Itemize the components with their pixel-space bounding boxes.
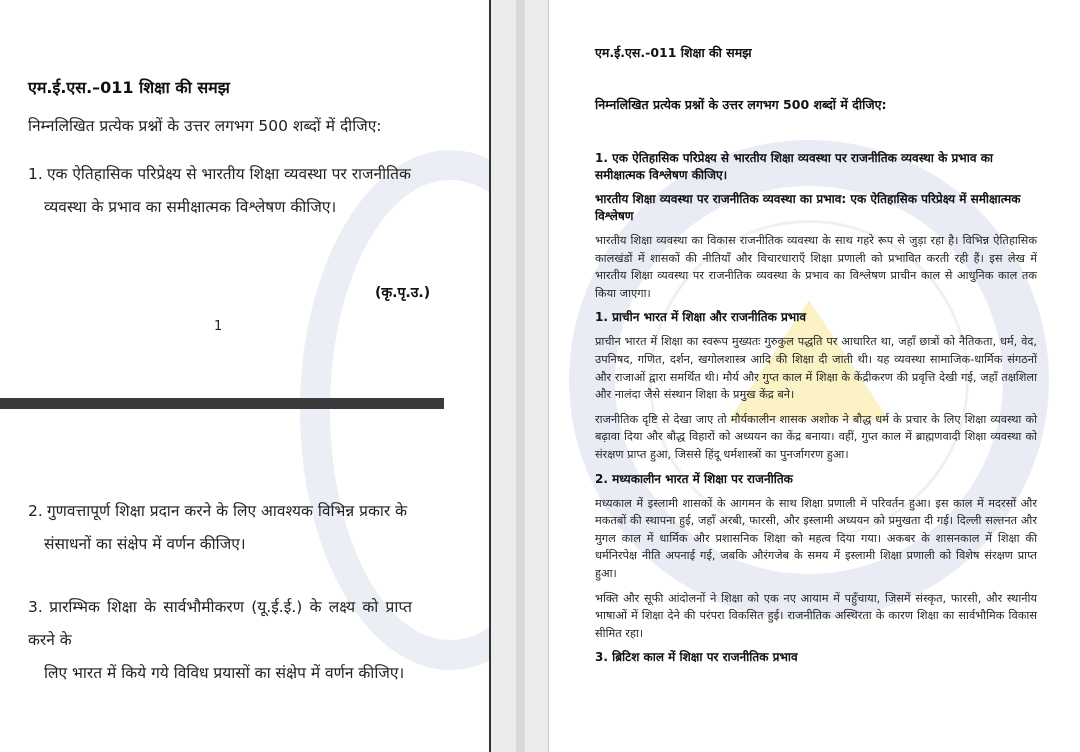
answer-body xyxy=(595,150,1037,673)
left-page-2 xyxy=(0,408,444,752)
right-document-pane xyxy=(548,0,1080,752)
question-2 xyxy=(28,495,412,561)
question-text-line1: एक ऐतिहासिक परिप्रेक्ष्य से भारतीय शिक्षा व्यवस्था पर राजनीतिक xyxy=(46,165,411,183)
question-text-line2: लिए भारत में किये गये विविध प्रयासों का संक्षेप में वर्णन कीजिए। xyxy=(44,664,405,682)
question-text-line2: व्यवस्था के प्रभाव का समीक्षात्मक विश्लेषण कीजिए। xyxy=(44,198,337,216)
question-3 xyxy=(28,591,412,690)
instruction-text: निम्नलिखित प्रत्येक प्रश्नों के उत्तर लगभग 500 शब्दों में दीजिए: xyxy=(595,97,887,112)
continued-note: (कृ.पृ.उ.) xyxy=(375,285,431,301)
section-heading-british: 3. ब्रिटिश काल में शिक्षा पर राजनीतिक प्रभाव xyxy=(595,650,798,665)
left-page-1 xyxy=(0,0,444,398)
answer-title: भारतीय शिक्षा व्यवस्था पर राजनीतिक व्यवस्था का प्रभाव: एक ऐतिहासिक परिप्रेक्ष्य में समीक्षात्मक विश्लेषण xyxy=(595,192,1021,223)
question-number: 1. xyxy=(28,165,43,183)
section-heading-ancient: 1. प्राचीन भारत में शिक्षा और राजनीतिक प्रभाव xyxy=(595,310,807,325)
page-number: 1 xyxy=(214,319,223,334)
paragraph-ancient-1: प्राचीन भारत में शिक्षा का स्वरूप मुख्यतः गुरुकुल पद्धति पर आधारित था, जहाँ छात्रों को नैतिकता, धर्म, वेद, उपनिषद, गणित, दर्शन, खगोलशास्त्र आदि की शिक्षा दी जाती थी। यह व्यवस्था सामाजिक-धार्मिक संगठनों और राजाओं द्वारा समर्थित थी। मौर्य और गुप्त काल में शिक्षा के केंद्रीकरण की प्रवृत्ति देखी गई, जहाँ तक्षशिला और नालंदा जैसे संस्थान शिक्षा के प्रमुख केंद्र बने। xyxy=(595,335,1037,402)
question-heading: 1. एक ऐतिहासिक परिप्रेक्ष्य से भारतीय शिक्षा व्यवस्था पर राजनीतिक व्यवस्था के प्रभाव का समीक्षात्मक विश्लेषण कीजिए। xyxy=(595,151,994,182)
question-number: 3. xyxy=(28,598,43,616)
paragraph-ancient-2: राजनीतिक दृष्टि से देखा जाए तो मौर्यकालीन शासक अशोक ने बौद्ध धर्म के प्रचार के लिए शिक्षा व्यवस्था को बढ़ावा दिया और बौद्ध विहारों को अध्ययन का केंद्र बनाया। वहीं, गुप्त काल में ब्राह्मणवादी शिक्षा व्यवस्था को संरक्षण प्राप्त हुआ, जिससे हिंदू धर्मशास्त्रों का पुनर्जागरण हुआ। xyxy=(595,412,1037,461)
section-heading-medieval: 2. मध्यकालीन भारत में शिक्षा पर राजनीतिक xyxy=(595,471,793,486)
question-1 xyxy=(28,158,412,224)
page-title: एम.ई.एस.–011 शिक्षा की समझ xyxy=(28,78,230,97)
paragraph-medieval-2: भक्ति और सूफी आंदोलनों ने शिक्षा को एक नए आयाम में पहुँचाया, जिसमें संस्कृत, फारसी, और स्थानीय भाषाओं में शिक्षा देने की परंपरा विकसित हुई। राजनीतिक अस्थिरता के कारण शिक्षा का सार्वभौमिक विकास सीमित रहा। xyxy=(595,591,1037,640)
document-header: एम.ई.एस.-011 शिक्षा की समझ xyxy=(595,45,752,60)
left-document-pane xyxy=(0,0,489,752)
question-number: 2. xyxy=(28,502,43,520)
intro-paragraph: भारतीय शिक्षा व्यवस्था का विकास राजनीतिक व्यवस्था के साथ गहरे रूप से जुड़ा रहा है। विभिन्न ऐतिहासिक कालखंडों में शासकों की नीतियाँ और विचारधाराएँ शिक्षा प्रणाली को प्रभावित करती रही हैं। इस लेख में भारतीय शिक्षा व्यवस्था पर राजनीतिक व्यवस्था के प्रभाव का विश्लेषण प्राचीन काल से आधुनिक काल तक किया जाएगा। xyxy=(595,234,1037,300)
question-text-line2: संसाधनों का संक्षेप में वर्णन कीजिए। xyxy=(44,535,246,553)
scrollbar-track[interactable] xyxy=(516,0,525,752)
instruction-text: निम्नलिखित प्रत्येक प्रश्नों के उत्तर लगभग 500 शब्दों में दीजिए: xyxy=(28,117,382,135)
paragraph-medieval-1: मध्यकाल में इस्लामी शासकों के आगमन के साथ शिक्षा प्रणाली में परिवर्तन हुआ। इस काल में मदरसों और मकतबों की स्थापना हुई, जहाँ अरबी, फारसी, और इस्लामी अध्ययन को प्रमुखता दी गई। दिल्ली सल्तनत और मुगल काल में धार्मिक और प्रशासनिक शिक्षा को महत्व दिया गया। अकबर के शासनकाल में शिक्षा की धर्मनिरपेक्ष नीति अपनाई गई, जबकि औरंगजेब के समय में इस्लामी शिक्षा प्रणाली को विशेष संरक्षण प्राप्त हुआ। xyxy=(595,496,1037,580)
question-text-line1: गुणवत्तापूर्ण शिक्षा प्रदान करने के लिए आवश्यक विभिन्न प्रकार के xyxy=(46,502,408,520)
question-text-line1: प्रारम्भिक शिक्षा के सार्वभौमीकरण (यू.ई.ई.) के लक्ष्य को प्राप्त करने के xyxy=(28,598,412,649)
